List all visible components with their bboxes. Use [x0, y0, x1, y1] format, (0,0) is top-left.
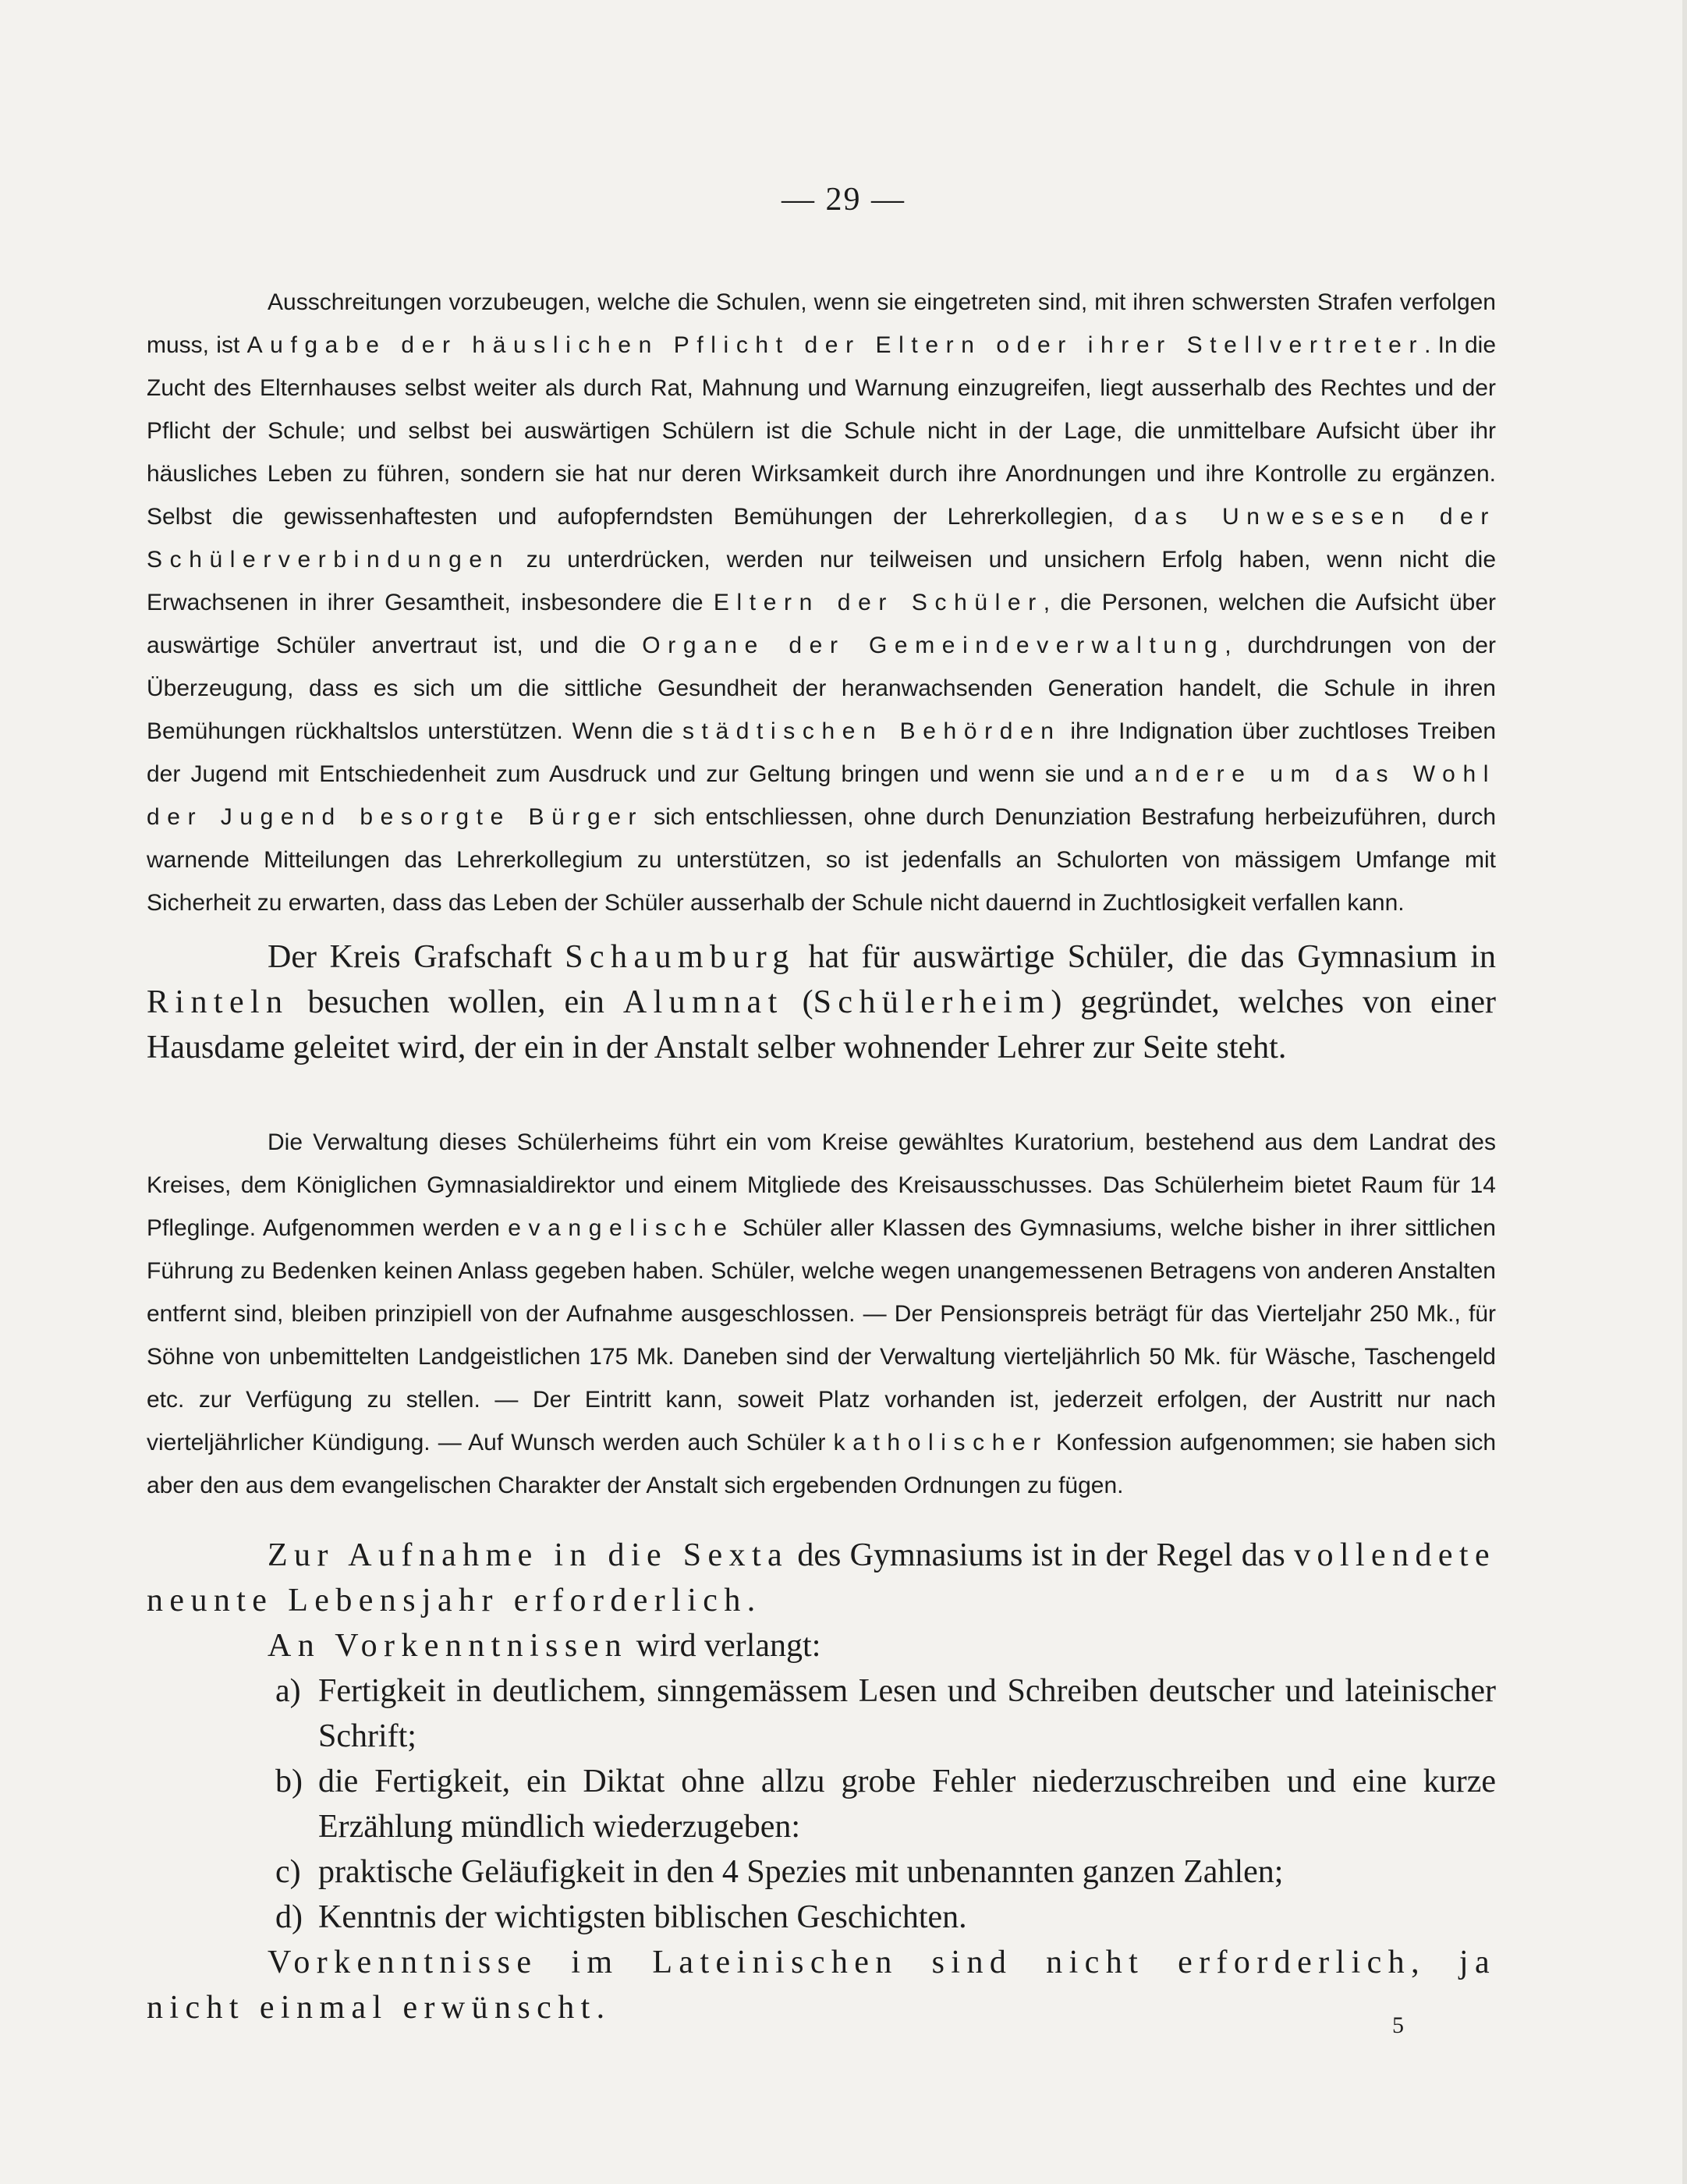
p1-text-1: Ausschreitungen vorzubeugen, welche die Schulen, wenn sie eingetreten sind, mit ihren schwersten Strafen verfolgen muss, ist	[147, 289, 1496, 358]
p4-spaced-1: Zur Aufnahme in die Sexta	[268, 1537, 789, 1573]
p3-text-2: Schüler aller Klassen des Gymnasiums, welche bisher in ihrer sittlichen Führung zu Bedenken keinen Anlass gegeben haben. Schüler, welche wegen unangemessenen Betragens von anderen Anstalten entfernt sind, bleiben prinzipiell von der Aufnahme ausgeschlossen. — Der Pensionspreis beträgt für das Vierteljahr 250 Mk., für Söhne von unbemittelten Landgeistlichen 175 Mk. Daneben sind der Verwaltung vierteljährlich 50 Mk. für Wäsche, Taschengeld etc. zur Verfügung zu stellen. — Der Eintritt kann, soweit Platz vorhanden ist, jederzeit erfolgen, der Austritt nur nach vierteljährlicher Kündigung. — Auf Wunsch werden auch Schüler	[147, 1215, 1496, 1455]
list-item-text: die Fertigkeit, ein Diktat ohne allzu grobe Fehler niederzuschreiben und eine kurze Erzählung mündlich wiederzugeben:	[318, 1764, 1496, 1845]
paragraph-5-text	[147, 1623, 1496, 1668]
p2-text-5: ) gegründet, welches von einer Hausdame geleitet wird, der ein in der Anstalt selber wohnender Lehrer zur Seite steht.	[147, 984, 1496, 1065]
p4-spaced-2: vollendete neunte Lebensjahr erforderlich.	[147, 1537, 1496, 1618]
p3-spaced-2: katholischer	[833, 1430, 1048, 1455]
paragraph-3-text	[147, 1121, 1496, 1507]
p1-spaced-5: städtischen Behörden	[682, 718, 1061, 744]
list-item	[147, 1759, 1496, 1849]
p2-text-1: Der Kreis Grafschaft	[268, 939, 565, 975]
p1-spaced-4: Organe der Gemeindeverwaltung	[642, 633, 1225, 658]
p2-text-3: besuchen wollen, ein	[289, 984, 623, 1020]
p3-text-3: Konfession aufgenommen; sie haben sich aber den aus dem evangelischen Charakter der Anstalt sich ergebenden Ordnungen zu fügen.	[147, 1430, 1497, 1498]
admission-section	[147, 1533, 1496, 2030]
list-item-text: Kenntnis der wichtigsten biblischen Geschichten.	[318, 1899, 967, 1935]
list-marker: a)	[275, 1673, 301, 1709]
list-item	[147, 1668, 1496, 1759]
list-marker: c)	[275, 1854, 301, 1890]
p2-text-4: (	[783, 984, 813, 1020]
list-item	[147, 1849, 1496, 1895]
p2-spaced-1: Schaumburg	[565, 939, 796, 975]
p1-text-5: , durchdrungen von der Überzeugung, dass es sich um die sittliche Gesundheit der heranwachsenden Generation handelt, die Schule in ihren Bemühungen rückhaltslos unterstützen. Wenn die	[147, 633, 1496, 744]
signature-mark: 5	[1392, 2012, 1404, 2038]
list-marker: b)	[275, 1764, 303, 1799]
paragraph-4-text	[147, 1533, 1496, 1623]
list-item-text: Fertigkeit in deutlichem, sinngemässem Lesen und Schreiben deutscher und lateinischer Schrift;	[318, 1673, 1496, 1754]
p3-spaced-1: evangelische	[508, 1215, 735, 1241]
paragraph-6-text: Vorkenntnisse im Lateinischen sind nicht erforderlich, ja nicht einmal erwünscht.	[147, 1945, 1496, 2026]
list-marker: d)	[275, 1899, 303, 1935]
list-item-text: praktische Geläufigkeit in den 4 Spezies mit unbenannten ganzen Zahlen;	[318, 1854, 1284, 1890]
p1-spaced-2: das Unwesesen der Schülerverbindungen	[147, 504, 1496, 573]
p2-spaced-2: Rinteln	[147, 984, 289, 1020]
p1-text-7: sich entschliessen, ohne durch Denunziation Bestrafung herbeizuführen, durch warnende Mitteilungen das Lehrerkollegium zu unterstützen, so ist jedenfalls an Schulorten von mässigem Umfange mit Sicherheit zu erwarten, dass das Leben der Schüler ausserhalb der Schule nicht dauernd in Zuchtlosigkeit verfallen kann.	[147, 804, 1496, 916]
p1-spaced-1: Aufgabe der häuslichen Pflicht der Eltern oder ihrer Stellvertreter	[246, 332, 1425, 358]
p3-text-1: Die Verwaltung dieses Schülerheims führt ein vom Kreise gewähltes Kuratorium, bestehend aus dem Landrat des Kreises, dem Königlichen Gymnasialdirektor und einem Mitgliede des Kreisausschusses. Das Schülerheim bietet Raum für 14 Pfleglinge. Aufgenommen werden	[147, 1129, 1496, 1241]
p1-spaced-3: Eltern der Schüler	[713, 590, 1044, 615]
p1-spaced-6: andere um das Wohl der Jugend besorgte Bürger	[147, 761, 1496, 830]
p5-spaced-1: An Vorkenntnissen	[268, 1628, 629, 1664]
paragraph-alumnat	[147, 934, 1496, 1070]
p1-text-6: ihre Indignation über zuchtloses Treiben der Jugend mit Entschiedenheit zum Ausdruck und zur Geltung bringen und wenn sie und	[147, 718, 1497, 787]
p2-spaced-4: Schülerheim	[813, 984, 1051, 1020]
page-header: — 29 —	[781, 182, 906, 218]
p2-text-2: hat für auswärtige Schüler, die das Gymnasium in	[795, 939, 1496, 975]
paragraph-1-text	[147, 281, 1496, 924]
paragraph-schuelerheim	[147, 1121, 1496, 1507]
p1-text-2: . In die Zucht des Elternhauses selbst weiter als durch Rat, Mahnung und Warnung einzugreifen, liegt ausserhalb des Rechtes und der Pflicht der Schule; und selbst bei auswärtigen Schülern ist die Schule nicht in der Lage, die unmittelbare Aufsicht über ihr häusliches Leben zu führen, sondern sie hat nur deren Wirksamkeit durch ihre Anordnungen und ihre Kontrolle zu ergänzen. Selbst die gewissenhaftesten und aufopferndsten Bemühungen der Lehrerkollegien,	[147, 332, 1496, 530]
paragraph-2-text	[147, 934, 1496, 1070]
p2-spaced-3: Alumnat	[622, 984, 784, 1020]
p1-text-4: , die Personen, welchen die Aufsicht über auswärtige Schüler anvertraut ist, und die	[147, 590, 1497, 658]
paragraph-discipline	[147, 281, 1496, 924]
list-item	[147, 1895, 1496, 1940]
p5-text-1: wird verlangt:	[628, 1628, 821, 1664]
p4-text-1: des Gymnasiums ist in der Regel das	[789, 1537, 1295, 1573]
p1-text-3: zu unterdrücken, werden nur teilweisen und unsichern Erfolg haben, wenn nicht die Erwachsenen in ihrer Gesamtheit, insbesondere die	[147, 547, 1496, 615]
